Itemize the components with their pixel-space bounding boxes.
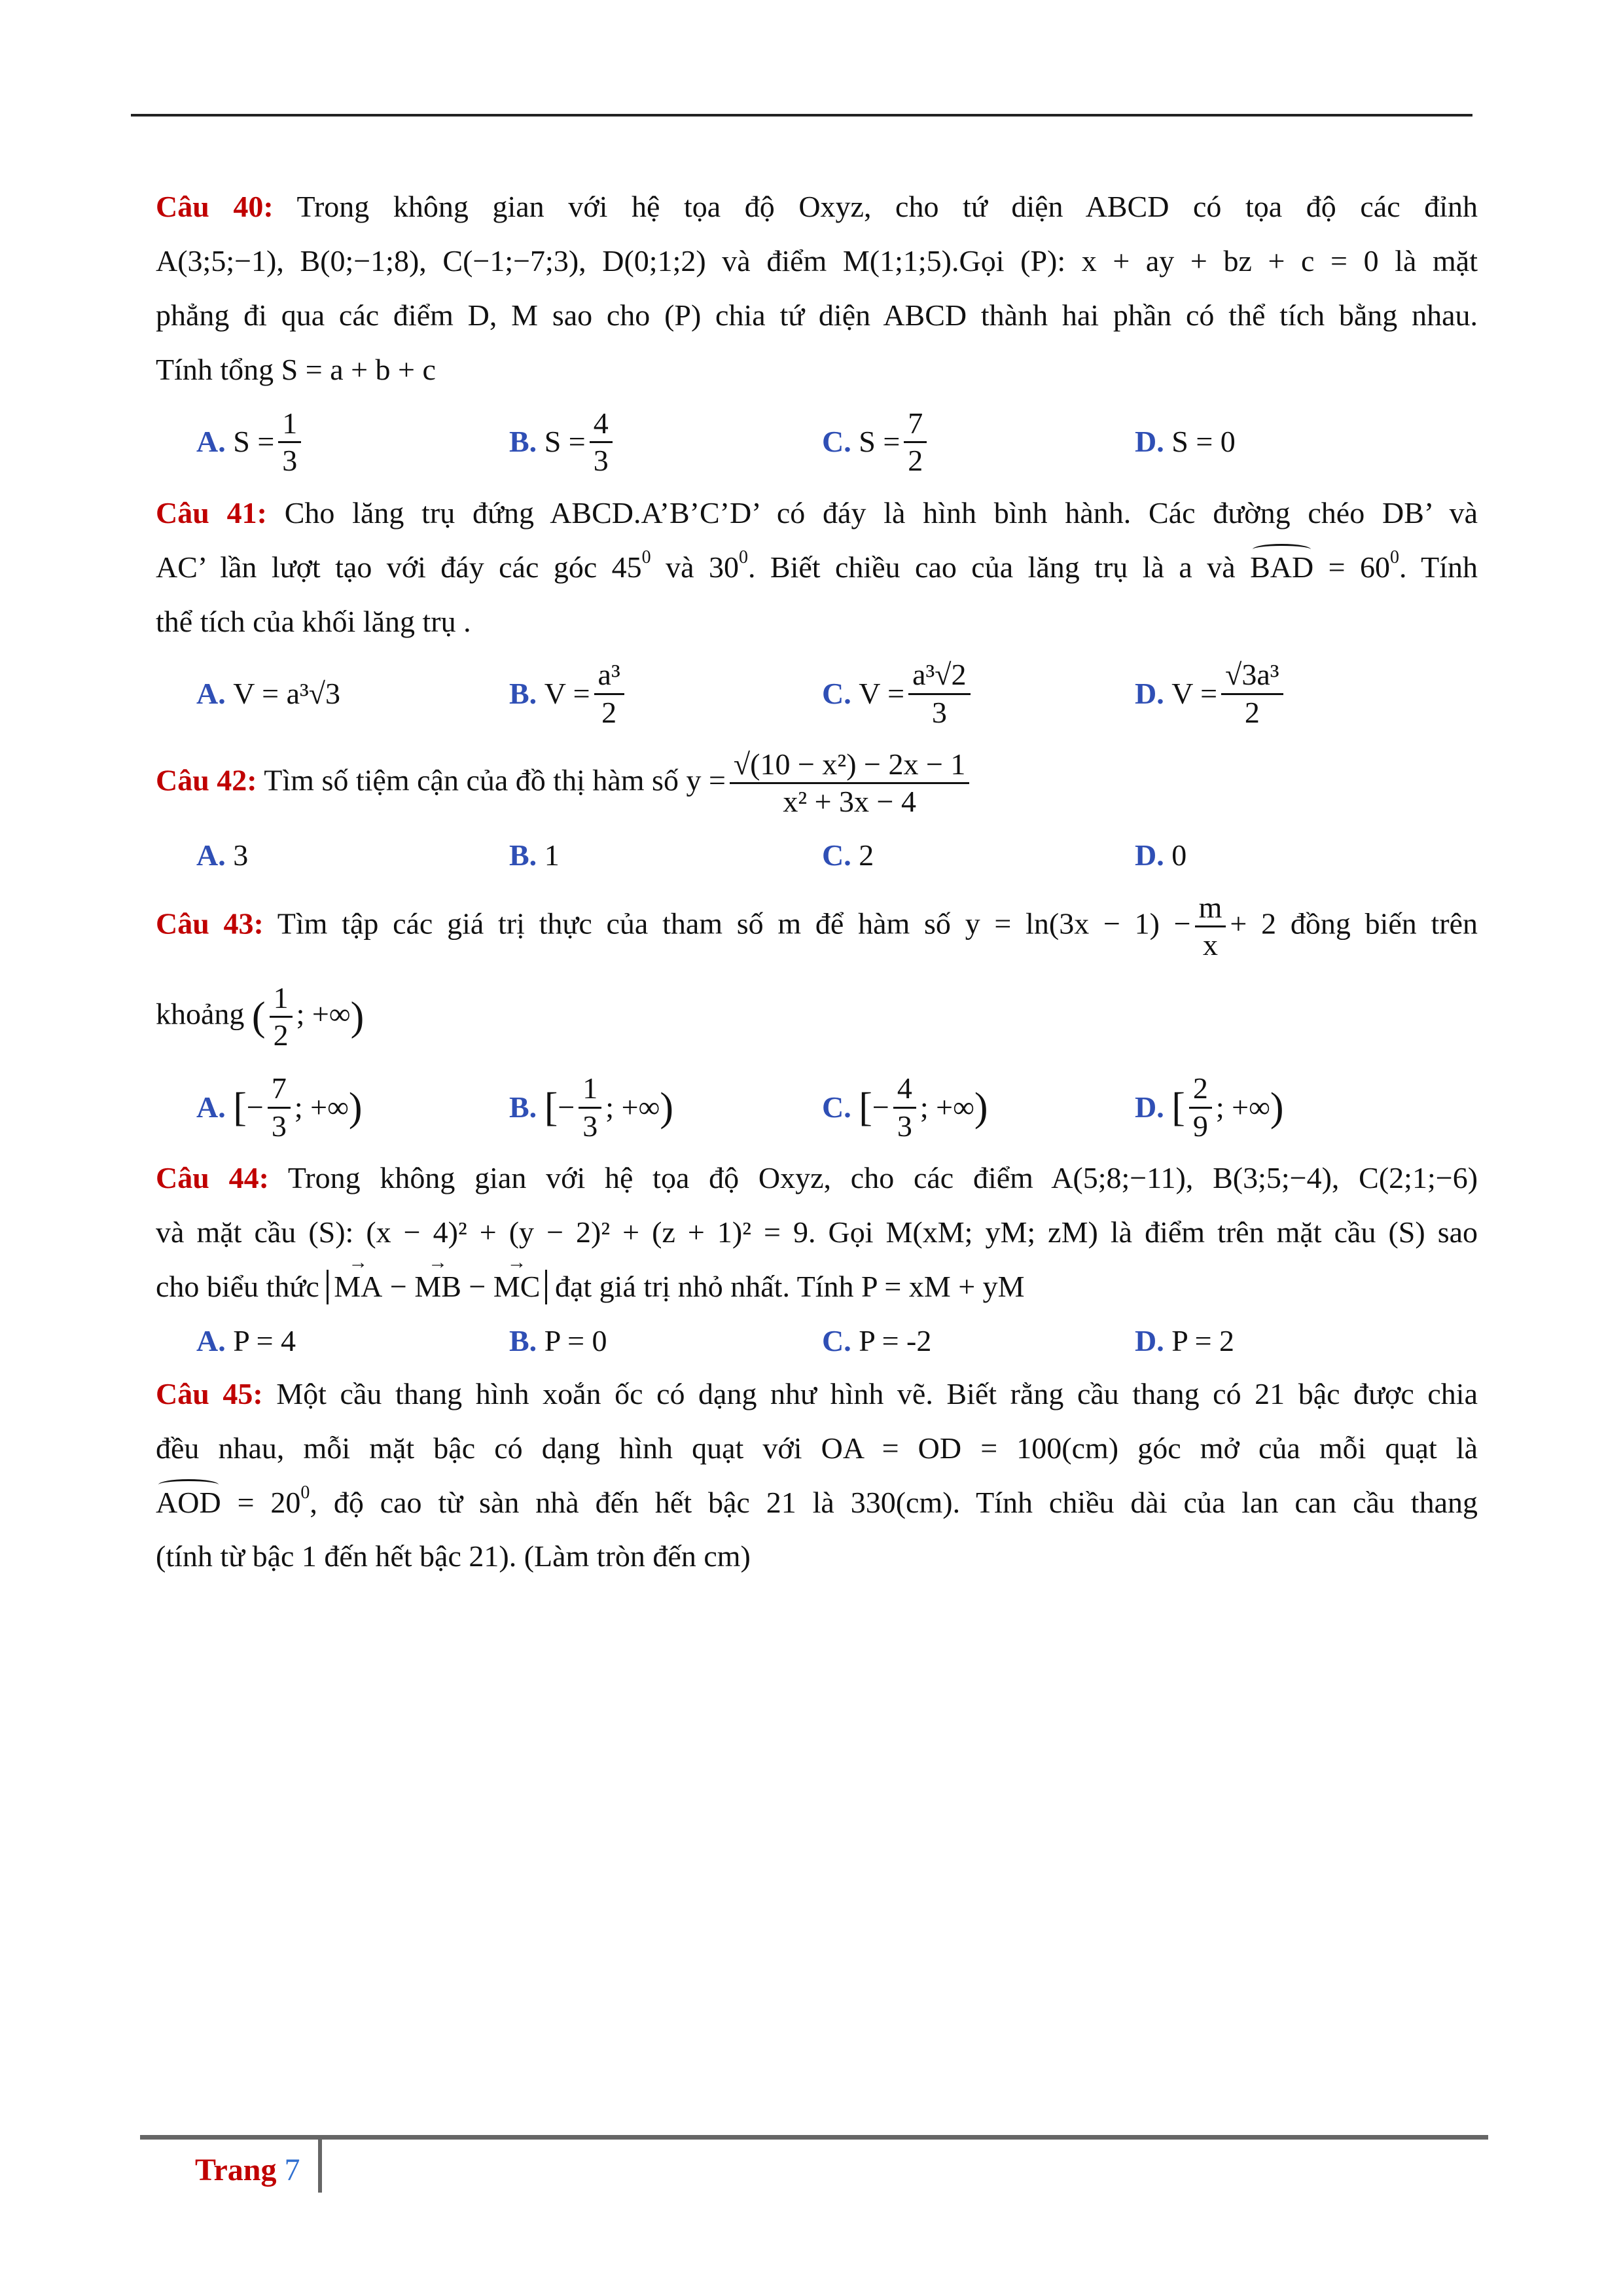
q42-line1	[156, 748, 1478, 819]
numerator: √3a³	[1221, 658, 1283, 695]
q41-option-b[interactable]	[469, 658, 781, 729]
option-label: D.	[1135, 677, 1164, 711]
q45-label: Câu 45:	[156, 1376, 263, 1410]
q43-text: Tìm tập các giá trị thực của tham số m để hàm số	[277, 906, 951, 941]
option-label: C.	[822, 1090, 851, 1124]
q42-label: Câu 42:	[156, 763, 257, 797]
q41-text: Cho lăng trụ đứng ABCD.A’B’C’D’ có đáy là hình bình hành. Các đường chéo DB’ và	[284, 495, 1478, 529]
q41-angle-30: 30	[708, 550, 739, 584]
q44-points: A(5;8;−11), B(3;5;−4), C(2;1;−6)	[1051, 1161, 1478, 1195]
page-footer	[195, 2152, 300, 2188]
option-text: ; +∞	[294, 1090, 349, 1124]
denominator: 2	[908, 444, 923, 478]
fraction	[594, 658, 624, 729]
denominator: 3	[582, 1109, 598, 1143]
footer-word: Trang	[195, 2153, 277, 2187]
sign: −	[872, 1090, 889, 1124]
option-label: A.	[196, 1323, 226, 1357]
q43-option-a[interactable]: A. [ − $\frac{7}{3}$ ; +∞ )	[196, 1071, 363, 1143]
question-41	[156, 496, 1478, 730]
fraction	[268, 1072, 291, 1143]
option-text: 2	[859, 838, 874, 872]
fraction	[278, 407, 301, 478]
denominator: 2	[1244, 696, 1260, 730]
q43-plus-2: + 2	[1230, 906, 1277, 941]
denominator: 3	[931, 696, 947, 730]
q45-angle-value: = 20	[237, 1485, 301, 1519]
option-label: A.	[196, 838, 226, 872]
q45-line1	[156, 1377, 1478, 1412]
denominator: 9	[1192, 1109, 1208, 1143]
fraction	[1221, 658, 1283, 729]
option-text: P = 4	[233, 1323, 296, 1357]
option-label: C.	[822, 677, 851, 711]
q43-line2: khoảng ( $\frac{1}{2}$ ; +∞)	[156, 980, 365, 1052]
q40-line4	[156, 353, 1478, 387]
fraction	[893, 1072, 916, 1143]
q44-point-m: M(xM; yM; zM)	[885, 1215, 1098, 1249]
q44-on-sphere: là điểm trên mặt cầu (S) sao	[1110, 1215, 1478, 1249]
q44-text: Trong không gian với hệ tọa độ Oxyz, cho các điểm	[287, 1161, 1033, 1195]
q44-vector-expression: → MA − → MB − → MC	[327, 1270, 547, 1304]
q43-option-b[interactable]: B. [ − $\frac{1}{3}$ ; +∞ )	[509, 1071, 673, 1143]
option-text: 1	[544, 838, 560, 872]
q41-angle-bad: BAD	[1250, 550, 1314, 584]
q44-option-a[interactable]	[156, 1324, 469, 1359]
q45-line4: (tính từ bậc 1 đến hết bậc 21). (Làm tròn đến cm)	[156, 1539, 751, 1573]
fraction	[904, 407, 927, 478]
q41-compute: . Tính	[1399, 550, 1478, 584]
numerator: m	[1195, 891, 1226, 928]
q41-line3: thể tích của khối lăng trụ .	[156, 604, 471, 638]
q43-function: y = ln(3x − 1) −	[965, 906, 1191, 941]
footer-rule	[140, 2135, 1488, 2140]
numerator: 2	[1189, 1072, 1212, 1109]
q41-options	[156, 658, 1478, 729]
denominator: x	[1203, 928, 1219, 962]
q40-vertices: A(3;5;−1), B(0;−1;8), C(−1;−7;3), D(0;1;2)	[156, 243, 706, 278]
numerator: a³	[594, 658, 624, 695]
q40-plane: (P): x + ay + bz + c = 0	[1020, 243, 1379, 278]
q41-line1	[156, 496, 1478, 531]
sign: −	[246, 1090, 264, 1124]
option-label: D.	[1135, 838, 1164, 872]
option-text: V =	[544, 677, 590, 711]
q45-sector-text: đều nhau, mỗi mặt bậc có dạng hình quạt với	[156, 1431, 802, 1465]
vector-ma: → MA	[334, 1270, 382, 1304]
numerator: 4	[893, 1072, 916, 1109]
question-42	[156, 748, 1478, 873]
q42-option-d[interactable]	[1094, 838, 1407, 873]
option-label: A.	[196, 425, 226, 459]
q44-options	[156, 1324, 1478, 1359]
q40-options	[156, 407, 1478, 478]
q43-option-c[interactable]: C. [ − $\frac{4}{3}$ ; +∞ )	[822, 1071, 988, 1143]
q41-height-text: . Biết chiều cao của lăng trụ là a và	[747, 550, 1236, 584]
header-rule	[131, 114, 1472, 117]
q44-line2	[156, 1215, 1478, 1250]
option-text: V =	[1171, 677, 1218, 711]
q41-option-d[interactable]	[1094, 658, 1407, 729]
question-45	[156, 1377, 1478, 1575]
q43-fraction	[1195, 891, 1226, 962]
footer-divider	[318, 2135, 322, 2193]
denominator: 3	[271, 1109, 287, 1143]
denominator: 3	[897, 1109, 912, 1143]
option-label: B.	[509, 677, 537, 711]
option-text: ; +∞	[605, 1090, 660, 1124]
q43-label: Câu 43:	[156, 906, 264, 941]
q45-radius: OA = OD = 100(cm)	[821, 1431, 1119, 1465]
q45-line3: AOD = $20^0$, độ cao từ sàn nhà đến hết bậc 21 là 330(cm). Tính chiều dài của lan can cầu thang	[156, 1482, 1478, 1519]
q45-height: 330(cm)	[850, 1485, 953, 1519]
q40-line2	[156, 244, 1478, 279]
numerator: √(10 − x²) − 2x − 1	[730, 748, 970, 785]
denominator: x² + 3x − 4	[783, 785, 916, 819]
q41-label: Câu 41:	[156, 495, 267, 529]
option-text: S =	[544, 425, 586, 459]
q40-sum: S = a + b + c	[281, 352, 436, 386]
numerator: 1	[270, 982, 293, 1018]
option-text: V = a³√3	[233, 677, 341, 711]
q42-options	[156, 838, 1478, 873]
q41-option-c[interactable]	[781, 658, 1094, 729]
option-label: B.	[509, 838, 537, 872]
option-text: S =	[859, 425, 901, 459]
vector-mb: → MB	[414, 1270, 461, 1304]
q41-angle-value: = 60	[1328, 550, 1391, 584]
denominator: 3	[593, 444, 609, 478]
option-label: B.	[509, 425, 537, 459]
q44-option-d[interactable]	[1094, 1324, 1407, 1359]
q44-sphere-equation: (S): (x − 4)² + (y − 2)² + (z + 1)² = 9	[308, 1215, 808, 1249]
q40-option-c[interactable]	[781, 407, 1094, 478]
option-text: 3	[233, 838, 249, 872]
q44-expression-word: cho biểu thức	[156, 1270, 319, 1304]
option-label: D.	[1135, 1090, 1164, 1124]
option-text: 0	[1171, 838, 1187, 872]
option-label: B.	[509, 1090, 537, 1124]
q41-angles-text: AC’ lần lượt tạo với đáy các góc	[156, 550, 597, 584]
option-text: P = 2	[1171, 1323, 1235, 1357]
question-40	[156, 190, 1478, 478]
numerator: a³√2	[908, 658, 970, 695]
option-label: C.	[822, 838, 851, 872]
q41-option-a[interactable]	[156, 677, 469, 711]
page-number: 7	[284, 2153, 300, 2187]
q45-line2	[156, 1431, 1478, 1466]
option-label: D.	[1135, 425, 1164, 459]
q44-call: . Gọi	[808, 1215, 874, 1249]
q45-text: Một cầu thang hình xoắn ốc có dạng như hình vẽ. Biết rằng cầu thang có 21 bậc được chia	[276, 1376, 1478, 1410]
option-text: P = -2	[859, 1323, 932, 1357]
q45-angle-aod: AOD	[156, 1485, 221, 1519]
option-text: S =	[233, 425, 275, 459]
option-text: S = 0	[1171, 425, 1236, 459]
q40-call: Gọi	[959, 243, 1005, 278]
denominator: 2	[601, 696, 617, 730]
vector-mc: → MC	[493, 1270, 541, 1304]
option-label: C.	[822, 425, 851, 459]
q40-text: Trong không gian với hệ tọa độ Oxyz, cho tứ diện ABCD có tọa độ các đỉnh	[296, 190, 1478, 223]
q45-railing-text: . Tính chiều dài của lan can cầu thang	[952, 1485, 1478, 1519]
option-text: ; +∞	[919, 1090, 974, 1124]
q43-option-d[interactable]: D. [ $\frac{2}{9}$ ; +∞ )	[1135, 1071, 1284, 1143]
q42-option-a[interactable]	[156, 838, 469, 873]
q43-interval-fraction	[270, 982, 293, 1052]
question-44	[156, 1161, 1478, 1359]
fraction	[908, 658, 970, 729]
denominator: 3	[282, 444, 298, 478]
sign: −	[558, 1090, 575, 1124]
q41-and: và	[666, 550, 694, 584]
q42-fraction	[730, 748, 970, 819]
q40-compute: Tính tổng	[156, 352, 274, 386]
option-label: A.	[196, 677, 226, 711]
q41-line2: AC’ lần lượt tạo với đáy các góc $45^0$ và $30^0$. Biết chiều cao của lăng trụ là a và BAD = $60^0$. Tính	[156, 547, 1478, 584]
q45-opening: góc mở của mỗi quạt là	[1137, 1431, 1478, 1465]
numerator: 1	[579, 1072, 601, 1109]
q43-line1	[156, 891, 1478, 962]
q44-min-text: đạt giá trị nhỏ nhất. Tính	[554, 1270, 854, 1304]
document-body	[156, 190, 1478, 1594]
q40-line1	[156, 190, 1478, 224]
q40-is: là mặt	[1395, 243, 1478, 278]
q40-label: Câu 40:	[156, 190, 274, 223]
q44-option-c[interactable]	[781, 1324, 1094, 1359]
q43-infinity: ; +∞	[296, 997, 351, 1031]
numerator: 7	[268, 1072, 291, 1109]
option-label: D.	[1135, 1323, 1164, 1357]
option-label: C.	[822, 1323, 851, 1357]
option-text: ; +∞	[1215, 1090, 1270, 1124]
option-text: P = 0	[544, 1323, 607, 1357]
numerator: 7	[904, 407, 927, 444]
question-43	[156, 891, 1478, 1143]
q40-point-m: M(1;1;5).	[842, 243, 959, 278]
q44-line1	[156, 1161, 1478, 1196]
q43-options	[156, 1072, 1478, 1143]
fraction	[1189, 1072, 1212, 1143]
q44-option-b[interactable]	[469, 1324, 781, 1359]
fraction	[579, 1072, 601, 1143]
q42-option-b[interactable]	[469, 838, 781, 873]
fraction	[590, 407, 613, 478]
q43-increasing: đồng biến trên	[1290, 906, 1478, 941]
option-label: B.	[509, 1323, 537, 1357]
q41-angle-45: 45	[611, 550, 642, 584]
denominator: 2	[273, 1018, 289, 1052]
q40-option-d[interactable]	[1094, 425, 1407, 459]
q40-option-b[interactable]	[469, 407, 781, 478]
q44-p-formula: P = xM + yM	[861, 1270, 1025, 1304]
option-text: V =	[859, 677, 905, 711]
q42-option-c[interactable]	[781, 838, 1094, 873]
numerator: 4	[590, 407, 613, 444]
q40-option-a[interactable]	[156, 407, 469, 478]
q44-line3	[156, 1270, 1478, 1304]
q40-line3: phẳng đi qua các điểm D, M sao cho (P) chia tứ diện ABCD thành hai phần có thể tích bằng nhau.	[156, 298, 1478, 332]
q42-y: y =	[686, 763, 726, 797]
q44-sphere-word: và mặt cầu	[156, 1215, 296, 1249]
numerator: 1	[278, 407, 301, 444]
q44-label: Câu 44:	[156, 1161, 269, 1195]
q45-height-text: , độ cao từ sàn nhà đến hết bậc 21 là	[310, 1485, 834, 1519]
option-label: A.	[196, 1090, 226, 1124]
q43-interval-word: khoảng	[156, 997, 245, 1031]
q40-and-point: và điểm	[722, 243, 827, 278]
q42-text: Tìm số tiệm cận của đồ thị hàm số	[264, 763, 679, 797]
